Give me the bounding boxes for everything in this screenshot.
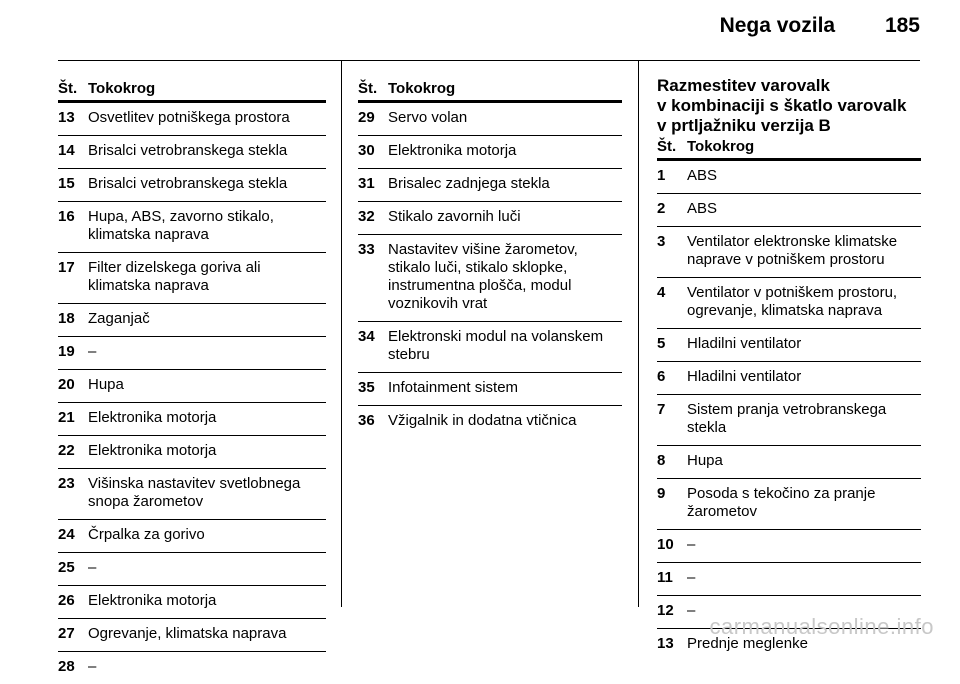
fuse-circuit: Brisalci vetrobranskega stekla xyxy=(88,142,288,159)
fuse-circuit: ABS xyxy=(687,167,718,184)
table-row xyxy=(657,530,921,563)
table-row xyxy=(657,227,921,278)
table-row xyxy=(657,395,921,446)
table-row xyxy=(358,169,622,202)
fuse-number: 1 xyxy=(657,167,666,184)
fuse-number: 26 xyxy=(58,592,75,609)
fuse-circuit: Zaganjač xyxy=(88,310,150,327)
table-row xyxy=(58,520,326,553)
fuse-number: 32 xyxy=(358,208,375,225)
fuse-circuit: Servo volan xyxy=(388,109,468,126)
fuse-circuit: ABS xyxy=(687,200,718,217)
table-row xyxy=(58,136,326,169)
page-title: Nega vozila xyxy=(719,14,836,37)
fuse-circuit: – xyxy=(687,602,696,619)
table-row xyxy=(58,337,326,370)
table-row xyxy=(58,304,326,337)
header-item: Tokokrog xyxy=(388,80,456,97)
fuse-number: 29 xyxy=(358,109,375,126)
table-row xyxy=(358,373,622,406)
fuse-number: 28 xyxy=(58,658,75,675)
fuse-circuit: Višinska nastavitev svetlobnega snopa žarometov xyxy=(88,475,301,510)
fuse-circuit: Brisalci vetrobranskega stekla xyxy=(88,175,288,192)
section-title xyxy=(657,76,921,136)
fuse-number: 10 xyxy=(657,536,674,553)
column-divider xyxy=(638,60,639,607)
table-row xyxy=(358,235,622,322)
fuse-circuit: Posoda s tekočino za pranje žarometov xyxy=(687,485,876,520)
fuse-number: 19 xyxy=(58,343,75,360)
table-row xyxy=(58,652,326,684)
table-row xyxy=(58,469,326,520)
table-row xyxy=(657,446,921,479)
fuse-circuit: Ogrevanje, klimatska naprava xyxy=(88,625,287,642)
table-row xyxy=(358,202,622,235)
table-row xyxy=(358,322,622,373)
fuse-number: 34 xyxy=(358,328,375,345)
fuse-number: 9 xyxy=(657,485,666,502)
fuse-table-column-2 xyxy=(358,60,622,438)
fuse-number: 25 xyxy=(58,559,75,576)
fuse-number: 18 xyxy=(58,310,75,327)
table-row xyxy=(657,479,921,530)
fuse-number: 22 xyxy=(58,442,75,459)
fuse-number: 16 xyxy=(58,208,75,225)
table-row xyxy=(58,202,326,253)
table-row xyxy=(58,403,326,436)
fuse-circuit: Hladilni ventilator xyxy=(687,335,802,352)
table-row xyxy=(657,563,921,596)
header-num: Št. xyxy=(358,80,378,97)
fuse-circuit: Stikalo zavornih luči xyxy=(388,208,521,225)
fuse-circuit: – xyxy=(88,343,97,360)
fuse-circuit: Hupa xyxy=(687,452,723,469)
table-header xyxy=(657,136,921,161)
fuse-number: 6 xyxy=(657,368,666,385)
table-row xyxy=(58,370,326,403)
fuse-circuit: Sistem pranja vetrobranskega stekla xyxy=(687,401,887,436)
fuse-number: 15 xyxy=(58,175,75,192)
table-row xyxy=(58,169,326,202)
fuse-circuit: Hupa xyxy=(88,376,124,393)
header-num: Št. xyxy=(58,80,78,97)
fuse-number: 17 xyxy=(58,259,75,276)
fuse-number: 36 xyxy=(358,412,375,429)
fuse-number: 23 xyxy=(58,475,75,492)
fuse-circuit: Osvetlitev potniškega prostora xyxy=(88,109,290,126)
fuse-table-column-1 xyxy=(58,60,326,684)
table-header xyxy=(58,60,326,103)
table-row xyxy=(657,161,921,194)
fuse-number: 14 xyxy=(58,142,75,159)
section-title-line: Razmestitev varovalk xyxy=(657,76,830,95)
table-row xyxy=(58,553,326,586)
fuse-number: 13 xyxy=(58,109,75,126)
header-item: Tokokrog xyxy=(687,138,755,155)
header-num: Št. xyxy=(657,138,677,155)
table-row xyxy=(58,253,326,304)
fuse-number: 20 xyxy=(58,376,75,393)
fuse-circuit: Vžigalnik in dodatna vtičnica xyxy=(388,412,577,429)
watermark: carmanualsonline.info xyxy=(709,614,934,639)
table-row xyxy=(58,103,326,136)
section-title-line: v kombinaciji s škatlo varovalk xyxy=(657,96,907,115)
fuse-circuit: – xyxy=(687,536,696,553)
table-row xyxy=(358,136,622,169)
fuse-circuit: Elektronika motorja xyxy=(88,409,217,426)
fuse-number: 8 xyxy=(657,452,666,469)
fuse-table-column-3 xyxy=(657,60,921,661)
fuse-circuit: Infotainment sistem xyxy=(388,379,519,396)
fuse-circuit: – xyxy=(687,569,696,586)
table-row xyxy=(58,586,326,619)
fuse-circuit: Hladilni ventilator xyxy=(687,368,802,385)
fuse-number: 33 xyxy=(358,241,375,258)
table-body xyxy=(58,103,326,684)
section-title-line: v prtljažniku verzija B xyxy=(657,116,831,135)
table-body xyxy=(657,161,921,661)
header-item: Tokokrog xyxy=(88,80,156,97)
fuse-circuit: Prednje meglenke xyxy=(687,635,808,652)
fuse-number: 5 xyxy=(657,335,666,352)
fuse-number: 11 xyxy=(657,569,673,586)
fuse-number: 12 xyxy=(657,602,674,619)
table-row xyxy=(58,436,326,469)
table-row xyxy=(58,619,326,652)
table-row xyxy=(657,362,921,395)
fuse-number: 31 xyxy=(358,175,375,192)
fuse-circuit: Elektronika motorja xyxy=(388,142,517,159)
fuse-circuit: Hupa, ABS, zavorno stikalo, klimatska naprava xyxy=(88,208,274,243)
page-number: 185 xyxy=(884,14,920,37)
fuse-number: 4 xyxy=(657,284,666,301)
fuse-circuit: Elektronski modul na volanskem stebru xyxy=(388,328,604,363)
column-divider xyxy=(341,60,342,607)
table-row xyxy=(657,329,921,362)
fuse-circuit: Ventilator v potniškem prostoru, ogrevanje, klimatska naprava xyxy=(687,284,898,319)
table-row xyxy=(657,194,921,227)
fuse-circuit: Filter dizelskega goriva ali klimatska naprava xyxy=(88,259,261,294)
fuse-circuit: Nastavitev višine žarometov, stikalo luči, stikalo sklopke, instrumentna plošča, modul voznikovih vrat xyxy=(388,241,578,312)
fuse-number: 7 xyxy=(657,401,666,418)
fuse-circuit: Brisalec zadnjega stekla xyxy=(388,175,550,192)
table-header xyxy=(358,60,622,103)
fuse-number: 30 xyxy=(358,142,375,159)
table-row xyxy=(358,406,622,438)
table-row xyxy=(358,103,622,136)
fuse-circuit: Elektronika motorja xyxy=(88,442,217,459)
page-header xyxy=(720,14,920,38)
fuse-circuit: – xyxy=(88,559,97,576)
fuse-number: 3 xyxy=(657,233,666,250)
table-row xyxy=(657,278,921,329)
fuse-number: 24 xyxy=(58,526,75,543)
fuse-circuit: – xyxy=(88,658,97,675)
table-body xyxy=(358,103,622,438)
fuse-number: 2 xyxy=(657,200,666,217)
fuse-number: 13 xyxy=(657,635,674,652)
fuse-number: 35 xyxy=(358,379,375,396)
fuse-circuit: Ventilator elektronske klimatske naprave v potniškem prostoru xyxy=(687,233,898,268)
fuse-circuit: Črpalka za gorivo xyxy=(88,526,205,543)
fuse-circuit: Elektronika motorja xyxy=(88,592,217,609)
fuse-number: 27 xyxy=(58,625,75,642)
fuse-number: 21 xyxy=(58,409,75,426)
